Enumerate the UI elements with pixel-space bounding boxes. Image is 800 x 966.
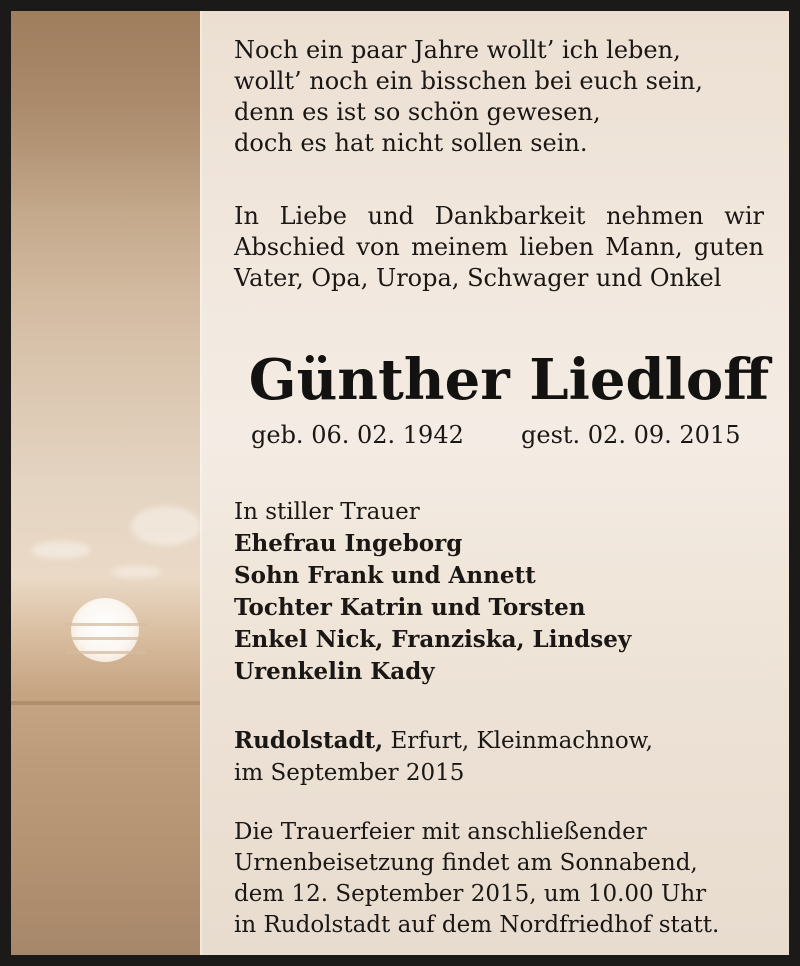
poem-line: Noch ein paar Jahre wollt’ ich leben, xyxy=(234,36,681,64)
intro-line: In Liebe und Dankbarkeit nehmen wir xyxy=(234,202,764,230)
sun-band xyxy=(66,651,146,654)
ceremony-line: Urnenbeisetzung findet am Sonnabend, xyxy=(234,850,698,876)
poem-line: doch es hat nicht sollen sein. xyxy=(234,129,588,157)
mourner-name: Tochter Katrin und Torsten xyxy=(234,594,586,621)
mourners-heading: In stiller Trauer xyxy=(234,499,420,525)
photo-divider xyxy=(200,11,202,955)
intro-line: Abschied von meinem lieben Mann, guten xyxy=(234,233,764,261)
mourner-name: Urenkelin Kady xyxy=(234,658,435,685)
place-line xyxy=(234,725,764,757)
intro-line: Vater, Opa, Uropa, Schwager und Onkel xyxy=(234,264,722,292)
birth-date: geb. 06. 02. 1942 xyxy=(251,421,464,449)
main-city: Rudolstadt, xyxy=(234,727,384,754)
poem-line: wollt’ noch ein bisschen bei euch sein, xyxy=(234,67,703,95)
mourner-name: Enkel Nick, Franziska, Lindsey xyxy=(234,626,632,653)
ceremony-line: dem 12. September 2015, um 10.00 Uhr xyxy=(234,881,707,907)
cloud-shape xyxy=(111,566,161,578)
ceremony-line: in Rudolstadt auf dem Nordfriedhof statt. xyxy=(234,912,720,938)
mourner-name: Ehefrau Ingeborg xyxy=(234,530,463,557)
cloud-shape xyxy=(131,506,201,546)
horizon-line xyxy=(11,701,200,705)
cloud-shape xyxy=(31,541,91,559)
notice-date: im September 2015 xyxy=(234,760,465,786)
poem-line: denn es ist so schön gewesen, xyxy=(234,98,601,126)
other-cities: Erfurt, Kleinmachnow, xyxy=(383,728,653,754)
sun-band xyxy=(66,623,146,626)
mourners-list xyxy=(234,496,764,688)
death-date: gest. 02. 09. 2015 xyxy=(521,421,741,449)
farewell-intro xyxy=(234,201,764,294)
ceremony-details xyxy=(234,817,764,941)
sunset-photo xyxy=(11,11,200,955)
deceased-name: Günther Liedloff xyxy=(248,347,770,413)
sky-haze xyxy=(11,11,200,211)
place-and-date xyxy=(234,725,764,789)
sun-band xyxy=(66,637,146,640)
mourner-name: Sohn Frank und Annett xyxy=(234,562,536,589)
poem-verse xyxy=(234,35,764,159)
ceremony-line: Die Trauerfeier mit anschließender xyxy=(234,819,647,845)
